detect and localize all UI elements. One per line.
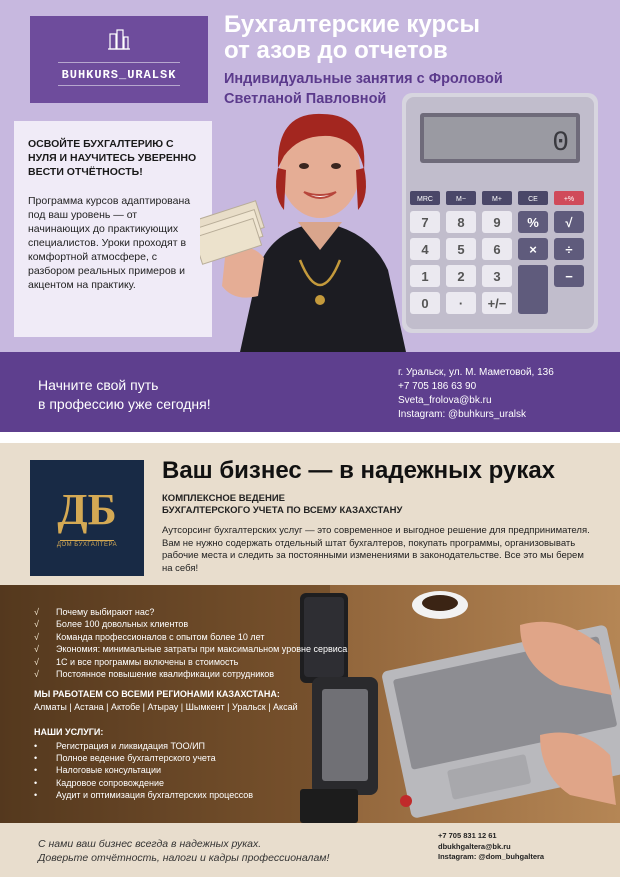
calculator-key-label: 4 (421, 242, 429, 257)
calculator-key-label: − (565, 269, 573, 284)
list-item: • Регистрация и ликвидация ТОО/ИП (34, 740, 253, 752)
calculator-display: 0 (552, 128, 569, 159)
outsourcing-title: Ваш бизнес — в надежных руках (162, 457, 556, 484)
list-item: • Полное ведение бухгалтерского учета (34, 752, 253, 764)
calculator-image (402, 93, 598, 333)
list-item: √ 1С и все программы включены в стоимость (34, 656, 347, 668)
dom-buhgaltera-logo (30, 460, 144, 576)
accounting-courses-ad (0, 0, 620, 432)
calculator-key-label: · (458, 296, 464, 311)
logo-text: BUHKURS_URALSK (61, 68, 177, 82)
list-item: √ Более 100 довольных клиентов (34, 618, 347, 630)
calculator-key-label: 3 (493, 269, 501, 284)
cta-line1: Начните свой путь (38, 377, 159, 393)
regions-heading: МЫ РАБОТАЕМ СО ВСЕМИ РЕГИОНАМИ КАЗАХСТАНА: (34, 689, 280, 699)
list-item: • Аудит и оптимизация бухгалтерских процессов (34, 789, 253, 801)
course-title (224, 12, 524, 64)
calculator-key-label: √ (565, 215, 573, 230)
calculator-key-label: % (527, 215, 539, 230)
calculator-key-label: 8 (457, 215, 465, 230)
calculator-key-label: ÷ (565, 242, 573, 257)
calculator-key-label: +/− (487, 296, 507, 311)
cta-text (38, 376, 258, 414)
instagram: Instagram: @dom_buhgaltera (438, 852, 545, 861)
calculator-key-label: 1 (421, 269, 429, 284)
teacher-photo (200, 100, 428, 352)
list-item: √ Постоянное повышение квалификации сотрудников (34, 668, 347, 680)
footer-line1: С нами ваш бизнес всегда в надежных руках. (38, 838, 262, 850)
course-contacts (398, 366, 608, 422)
services-list (34, 740, 253, 801)
info-heading: ОСВОЙТЕ БУХГАЛТЕРИЮ С НУЛЯ И НАУЧИТЕСЬ УВЕРЕННО ВЕСТИ ОТЧЁТНОСТЬ! (28, 138, 197, 178)
calculator-key-label: 6 (493, 242, 501, 257)
email: dbukhgaltera@bk.ru (438, 841, 511, 851)
why-us-list (34, 606, 347, 680)
calculator-key-label: 9 (493, 215, 501, 230)
course-subtitle-line2: Светланой Павловной (224, 91, 387, 107)
buhkurs-logo (30, 16, 208, 103)
buildings-icon (108, 28, 130, 50)
regions-list: Алматы | Астана | Актобе | Атырау | Шымкент | Уральск | Аксай (34, 702, 298, 712)
calculator-key-label: MRC (417, 196, 433, 203)
outsourcing-contacts (438, 831, 544, 863)
calculator-key-label: +% (563, 196, 575, 203)
calculator-key-label: 5 (457, 242, 465, 257)
outsourcing-description: Аутсорсинг бухгалтерских услуг — это современное и выгодное решение для предпринимателя. Вам не нужно содержать отдельный штат бухгалтеров, покупать программы, организовывать рабочие места и следить за постоянными изменениями в законодательстве. Все это мы берем на себя! (162, 525, 590, 574)
list-item: • Налоговые консультации (34, 764, 253, 776)
cta-line2: в профессию уже сегодня! (38, 396, 211, 412)
outsourcing-subtitle-line2: БУХГАЛТЕРСКОГО УЧЕТА ПО ВСЕМУ КАЗАХСТАНУ (162, 505, 403, 516)
accounting-outsourcing-ad (0, 443, 620, 877)
calculator-key-label: M+ (492, 196, 502, 203)
logo-monogram: ДБ (57, 485, 117, 534)
list-item: • Кадровое сопровождение (34, 777, 253, 789)
list-item: √ Команда профессионалов с опытом более 10 лет (34, 631, 347, 643)
list-item: √ Почему выбирают нас? (34, 606, 347, 618)
phone: +7 705 186 63 90 (398, 381, 477, 392)
list-item: √ Экономия: минимальные затраты при максимальном уровне сервиса (34, 643, 347, 655)
outsourcing-subtitle-line1: КОМПЛЕКСНОЕ ВЕДЕНИЕ (162, 493, 286, 504)
logo-divider (60, 540, 114, 541)
instagram: Instagram: @buhkurs_uralsk (398, 409, 526, 420)
phone: +7 705 831 12 61 (438, 831, 497, 840)
logo-brand: ДОМ БУХГАЛТЕРА (56, 542, 118, 548)
address: г. Уральск, ул. М. Маметовой, 136 (398, 367, 554, 378)
course-info-card (14, 121, 212, 337)
outsourcing-subtitle (162, 493, 562, 517)
footer-line2: Доверьте отчётность, налоги и кадры профессионалам! (38, 852, 330, 864)
info-text: Программа курсов адаптирована под ваш уровень — от начинающих до практикующих специалистов. Уроки проходят в комфортной атмосфере, с разбором реальных примеров и акцентом на практику. (28, 195, 191, 291)
calculator-key-label: × (529, 242, 537, 257)
calculator-key (518, 265, 548, 314)
calculator-key-label: 7 (421, 215, 429, 230)
calculator-key-label: 2 (457, 269, 465, 284)
calculator-key-label: M− (456, 196, 466, 203)
footer-slogan (38, 837, 329, 865)
services-heading: НАШИ УСЛУГИ: (34, 727, 104, 737)
course-subtitle-line1: Индивидуальные занятия с Фроловой (224, 71, 503, 87)
course-title-line2: от азов до отчетов (224, 37, 448, 64)
calculator-key-label: 0 (421, 296, 429, 311)
course-title-line1: Бухгалтерские курсы (224, 11, 480, 38)
calculator-key-label: CE (528, 196, 538, 203)
email: Sveta_frolova@bk.ru (398, 395, 492, 406)
